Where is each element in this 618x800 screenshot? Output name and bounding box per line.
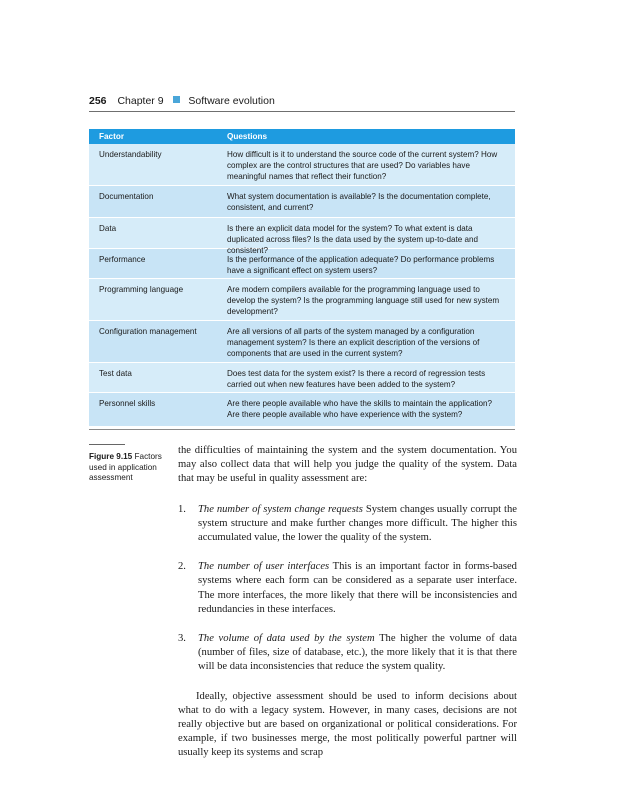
page-number: 256 (89, 95, 107, 107)
list-number: 2. (178, 561, 186, 573)
factor-cell: Documentation (99, 192, 154, 201)
closing-paragraph: Ideally, objective assessment should be used to inform decisions about what to do with a legacy system. However, in many cases, decisions are not really objective but are based on organizational or political considerations. For example, if two businesses merge, the most politically powerful partner will usually keep its systems and scrap (178, 690, 517, 759)
factor-cell: Performance (99, 255, 146, 264)
list-text (198, 503, 517, 546)
table-row (89, 249, 515, 279)
intro-paragraph: the difficulties of maintaining the system and the system documentation. You may also collect data that will help you judge the quality of the system. Data that may be useful in quality assessment are: (178, 445, 517, 485)
questions-cell: Are modern compilers available for the programming language used to develop the system? Is the programming language still used for new system development? (227, 285, 500, 316)
list-text (198, 632, 517, 675)
table-header (89, 129, 515, 144)
questions-cell: Are all versions of all parts of the system managed by a configuration management system? Is there an explicit description of the versions of components that are used in the current system? (227, 327, 480, 358)
list-item (178, 632, 517, 675)
list-item (178, 503, 517, 546)
factor-cell: Understandability (99, 150, 162, 159)
table-row (89, 363, 515, 393)
list-item-title: The number of system change requests (198, 503, 363, 515)
column-header-factor: Factor (99, 132, 125, 141)
factor-cell: Test data (99, 369, 132, 378)
header-square-icon (173, 96, 180, 103)
chapter-label: Chapter 9 (117, 95, 164, 107)
questions-cell: Are there people available who have the skills to maintain the application? Are there people available who have experience with the system? (227, 399, 493, 419)
questions-cell: Is there an explicit data model for the system? To what extent is data duplicated across files? Is the data used by the system up-to-date and consistent? (227, 224, 479, 255)
table-row (89, 218, 515, 255)
table-row (89, 393, 515, 427)
table-row (89, 321, 515, 363)
header-rule (89, 111, 515, 112)
figure-caption (89, 452, 167, 484)
assessment-list (178, 503, 517, 675)
section-title: Software evolution (188, 95, 275, 107)
table-row (89, 186, 515, 218)
factor-cell: Programming language (99, 285, 184, 294)
column-header-questions: Questions (227, 132, 268, 141)
figure-caption-text: Factors used in application assessment (89, 452, 162, 482)
caption-rule (89, 444, 125, 445)
list-item (178, 560, 517, 617)
questions-cell: Does test data for the system exist? Is there a record of regression tests carried out when new features have been added to the system? (227, 369, 486, 389)
running-header (89, 93, 515, 109)
list-number: 1. (178, 503, 186, 515)
factor-cell: Personnel skills (99, 399, 156, 408)
list-item-text: This is an important factor in forms-based systems where each form can be considered as a separate user interface. The more interfaces, the more likely that there will be inconsistencies and redundancies in these interfaces. (198, 561, 517, 615)
questions-cell: Is the performance of the application adequate? Do performance problems have a significant effect on system users? (227, 255, 495, 275)
list-item-title: The number of user interfaces (198, 561, 330, 573)
table-body (89, 144, 515, 427)
list-item-text: System changes usually corrupt the system structure and make further changes more difficult. The higher this accumulated value, the lower the quality of the system. (198, 503, 517, 544)
factor-cell: Data (99, 224, 117, 233)
questions-cell: How difficult is it to understand the source code of the current system? How complex are the control structures that are used? Do variables have meaningful names that reflect their function? (227, 150, 498, 181)
list-item-text: The higher the volume of data (number of files, size of database, etc.), the more likely that it is that there will be data inconsistencies that reduce the system quality. (198, 633, 518, 673)
questions-cell: What system documentation is available? Is the documentation complete, consistent, and current? (227, 192, 491, 212)
table-bottom-rule (89, 429, 515, 430)
list-text (198, 560, 517, 617)
factor-cell: Configuration management (99, 327, 197, 336)
list-item-title: The volume of data used by the system (198, 633, 375, 645)
list-number: 3. (178, 633, 186, 645)
factors-table (89, 129, 515, 427)
table-row (89, 144, 515, 186)
table-row (89, 279, 515, 321)
figure-label: Figure 9.15 (89, 452, 133, 461)
body-text (178, 444, 517, 761)
